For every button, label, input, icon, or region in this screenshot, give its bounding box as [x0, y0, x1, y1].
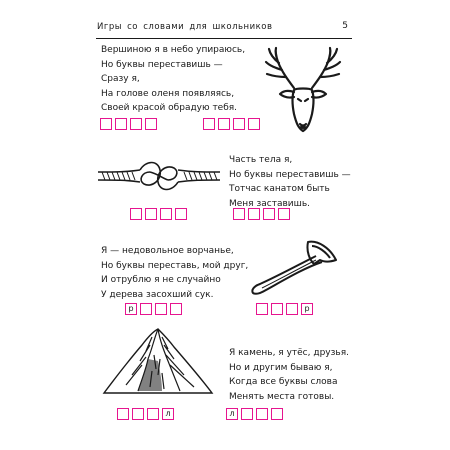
letter-box[interactable] — [203, 118, 215, 130]
riddle-3-poem — [101, 244, 248, 302]
letter-box[interactable] — [145, 118, 157, 130]
letter-box[interactable] — [140, 303, 152, 315]
answer-word — [130, 208, 187, 220]
letter-box[interactable] — [263, 208, 275, 220]
letter-box[interactable]: л — [226, 408, 238, 420]
poem-line: Часть тела я, — [229, 155, 293, 165]
letter-box[interactable] — [271, 303, 283, 315]
letter-box[interactable] — [286, 303, 298, 315]
poem-line: Меня заставишь. — [229, 198, 311, 209]
poem-line: Я — недовольное ворчанье, — [101, 246, 234, 256]
poem-line: Тотчас канатом быть — [229, 184, 330, 195]
answer-word — [125, 303, 182, 315]
poem-line: Я камень, я утёс, друзья. — [229, 348, 349, 358]
riddle-1-poem — [101, 43, 245, 116]
letter-box[interactable]: л — [162, 408, 174, 420]
letter-box[interactable] — [256, 408, 268, 420]
poem-line: Сразу я, — [101, 74, 140, 85]
riddle-4-poem — [229, 346, 349, 404]
riddle-4-answer — [117, 408, 283, 420]
letter-box[interactable] — [278, 208, 290, 220]
riddle-2-answer — [130, 208, 290, 220]
letter-box[interactable]: р — [301, 303, 313, 315]
letter-box[interactable] — [145, 208, 157, 220]
poem-line: Но и другим бываю я, — [229, 362, 333, 373]
letter-box[interactable] — [130, 208, 142, 220]
riddle-2-poem — [229, 153, 351, 211]
poem-line: Менять места готовы. — [229, 391, 335, 402]
answer-word — [100, 118, 157, 130]
letter-box[interactable] — [241, 408, 253, 420]
answer-word — [203, 118, 260, 130]
answer-word — [117, 408, 174, 420]
poem-line: На голове оленя появляясь, — [101, 88, 235, 99]
letter-box[interactable] — [175, 208, 187, 220]
header-title: Игры со словами для школьников — [97, 22, 273, 32]
poem-line: Но буквы переставишь — — [101, 59, 223, 70]
letter-box[interactable] — [147, 408, 159, 420]
page-number: 5 — [342, 21, 348, 31]
letter-box[interactable] — [271, 408, 283, 420]
answer-word — [256, 303, 313, 315]
letter-box[interactable] — [117, 408, 129, 420]
answer-word — [233, 208, 290, 220]
letter-box[interactable] — [233, 208, 245, 220]
letter-box[interactable] — [132, 408, 144, 420]
rope-knot-icon — [96, 158, 222, 194]
mountain-icon — [102, 325, 214, 395]
riddle-1-answer — [100, 118, 260, 130]
riddle-3-answer — [125, 303, 313, 315]
letter-box[interactable] — [218, 118, 230, 130]
letter-box[interactable]: р — [125, 303, 137, 315]
letter-box[interactable] — [155, 303, 167, 315]
poem-line: И отрублю я не случайно — [101, 275, 221, 286]
letter-box[interactable] — [100, 118, 112, 130]
deer-head-icon — [258, 44, 348, 136]
poem-line: Своей красой обрадую тебя. — [101, 103, 238, 114]
letter-box[interactable] — [256, 303, 268, 315]
poem-line: Но буквы переставишь — — [229, 169, 351, 180]
letter-box[interactable] — [160, 208, 172, 220]
poem-line: У дерева засохший сук. — [101, 289, 214, 300]
letter-box[interactable] — [233, 118, 245, 130]
poem-line: Когда все буквы слова — [229, 377, 338, 388]
answer-word — [226, 408, 283, 420]
letter-box[interactable] — [170, 303, 182, 315]
letter-box[interactable] — [130, 118, 142, 130]
page-header — [96, 20, 352, 39]
axe-icon — [248, 238, 340, 296]
poem-line: Но буквы переставь, мой друг, — [101, 260, 249, 271]
letter-box[interactable] — [248, 208, 260, 220]
letter-box[interactable] — [115, 118, 127, 130]
poem-line: Вершиною я в небо упираюсь, — [101, 45, 246, 55]
